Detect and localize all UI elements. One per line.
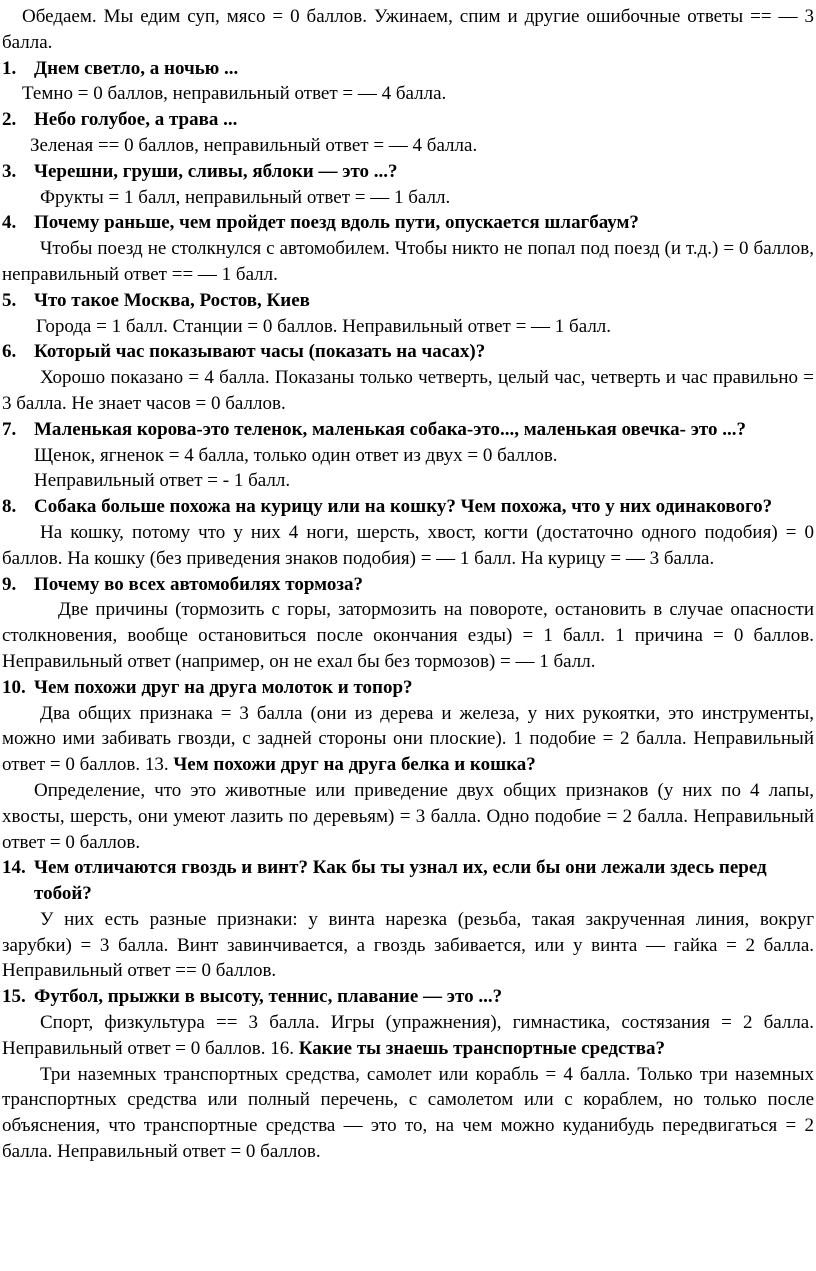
question-number: 14.: [2, 857, 26, 879]
question-text: Черешни, груши, сливы, яблоки — это ...?: [34, 160, 398, 182]
answer-4: Чтобы поезд не столкнулся с автомобилем. Чтобы никто не попал под поезд (и т.д.) = 0 баллов, неправильный ответ == — 1 балл.: [2, 238, 814, 285]
intro-text: Обедаем. Мы едим суп, мясо = 0 баллов. Ужинаем, спим и другие ошибочные ответы == — 3 балла.: [2, 6, 814, 53]
question-number: 1.: [2, 57, 17, 79]
question-text: Небо голубое, а трава ...: [34, 109, 238, 131]
question-text: Маленькая корова-это теленок, маленькая собака-это..., маленькая овечка- это ...?: [34, 418, 747, 440]
question-1: [2, 56, 814, 82]
answer-5: Города = 1 балл. Станции = 0 баллов. Неправильный ответ = — 1 балл.: [36, 315, 612, 337]
answer-13: Определение, что это животные или приведение двух общих признаков (у них по 4 лапы, хвосты, шерсть, они умеют лазить по деревьям) = 3 балла. Одно подобие = 2 балла. Неправильный ответ = 0 баллов.: [2, 779, 814, 853]
answer-text: Два общих признака = 3 балла (они из дерева и железа, у них рукоятки, это инструменты, можно ими забивать гвозди, с задней стороны они плоские). 1 подобие = 2 балла. Неправильный ответ = 0 баллов. 13.: [2, 702, 814, 776]
question-text: Чем отличаются гвоздь и винт? Как бы ты узнал их, если бы они лежали здесь перед тобой?: [34, 857, 767, 905]
question-text: Почему во всех автомобилях тормоза?: [34, 573, 363, 595]
question-text: Днем светло, а ночью ...: [34, 57, 239, 79]
question-13-text: Чем похожи друг на друга белка и кошка?: [173, 754, 536, 776]
question-5: [2, 288, 814, 314]
question-number: 5.: [2, 289, 17, 311]
question-15: [2, 984, 814, 1010]
question-7: [2, 417, 814, 469]
question-6: [2, 339, 814, 365]
answer-8: На кошку, потому что у них 4 ноги, шерсть, хвост, когти (достаточно одного подобия) = 0 баллов. На кошку (без приведения знаков подобия) = — 1 балл. На курицу = — 3 балла.: [2, 521, 814, 569]
answer-text: Спорт, физкультура == 3 балла. Игры (упражнения), гимнастика, состязания = 2 балла. Неправильный ответ = 0 баллов. 16.: [2, 1012, 814, 1059]
question-8: [2, 494, 814, 520]
question-16-text: Какие ты знаешь транспортные средства?: [298, 1037, 665, 1059]
question-number: 15.: [2, 986, 26, 1008]
question-number: 4.: [2, 212, 17, 234]
question-3: [2, 159, 814, 185]
question-text: Почему раньше, чем пройдет поезд вдоль пути, опускается шлагбаум?: [34, 212, 639, 234]
answer-7: Неправильный ответ = - 1 балл.: [34, 470, 291, 492]
question-text: Футбол, прыжки в высоту, теннис, плавание — это ...?: [34, 986, 503, 1008]
question-4: [2, 210, 814, 236]
answer-inline: Щенок, ягненок = 4 балла, только один ответ из двух = 0 баллов.: [34, 444, 558, 466]
answer-15: [2, 1010, 814, 1062]
question-number: 7.: [2, 418, 17, 440]
question-2: [2, 107, 814, 133]
answer-9: Две причины (тормозить с горы, затормозить на повороте, остановить в случае опасности столкновения, вообще остановиться после окончания езды) = 1 балл. 1 причина = 0 баллов. Неправильный ответ (например, он не ехал бы без тормозов) = — 1 балл.: [2, 599, 814, 672]
answer-3: Фрукты = 1 балл, неправильный ответ = — 1 балл.: [40, 186, 451, 208]
answer-2: Зеленая == 0 баллов, неправильный ответ = — 4 балла.: [30, 134, 478, 156]
question-text: Чем похожи друг на друга молоток и топор?: [34, 676, 413, 698]
question-number: 3.: [2, 160, 17, 182]
answer-14: У них есть разные признаки: у винта нарезка (резьба, такая закрученная линия, вокруг зарубки) = 3 балла. Винт завинчивается, а гвоздь забивается, или у винта — гайка = 2 балла. Неправильный ответ == 0 баллов.: [2, 908, 814, 982]
answer-10: [2, 701, 814, 778]
question-number: 2.: [2, 109, 17, 131]
question-number: 8.: [2, 496, 17, 518]
question-number: 6.: [2, 341, 17, 363]
question-text: Собака больше похожа на курицу или на кошку? Чем похожа, что у них одинакового?: [34, 496, 773, 518]
question-number: 9.: [2, 573, 17, 595]
question-text: Что такое Москва, Ростов, Киев: [34, 289, 310, 311]
answer-6: Хорошо показано = 4 балла. Показаны только четверть, целый час, четверть и час правильно = 3 балла. Не знает часов = 0 баллов.: [2, 367, 814, 414]
answer-1: Темно = 0 баллов, неправильный ответ = — 4 балла.: [22, 83, 447, 105]
answer-16: Три наземных транспортных средства, самолет или корабль = 4 балла. Только три наземных транспортных средства или полный перечень, с самолетом или с кораблем, но только после объяснения, что транспортные средства — это то, на чем можно куданибудь передвигаться = 2 балла. Неправильный ответ = 0 баллов.: [2, 1063, 814, 1163]
question-14: [2, 855, 814, 907]
question-9: [2, 572, 814, 598]
question-text: Который час показывают часы (показать на часах)?: [34, 341, 486, 363]
question-10: [2, 675, 814, 701]
question-number: 10.: [2, 676, 26, 698]
